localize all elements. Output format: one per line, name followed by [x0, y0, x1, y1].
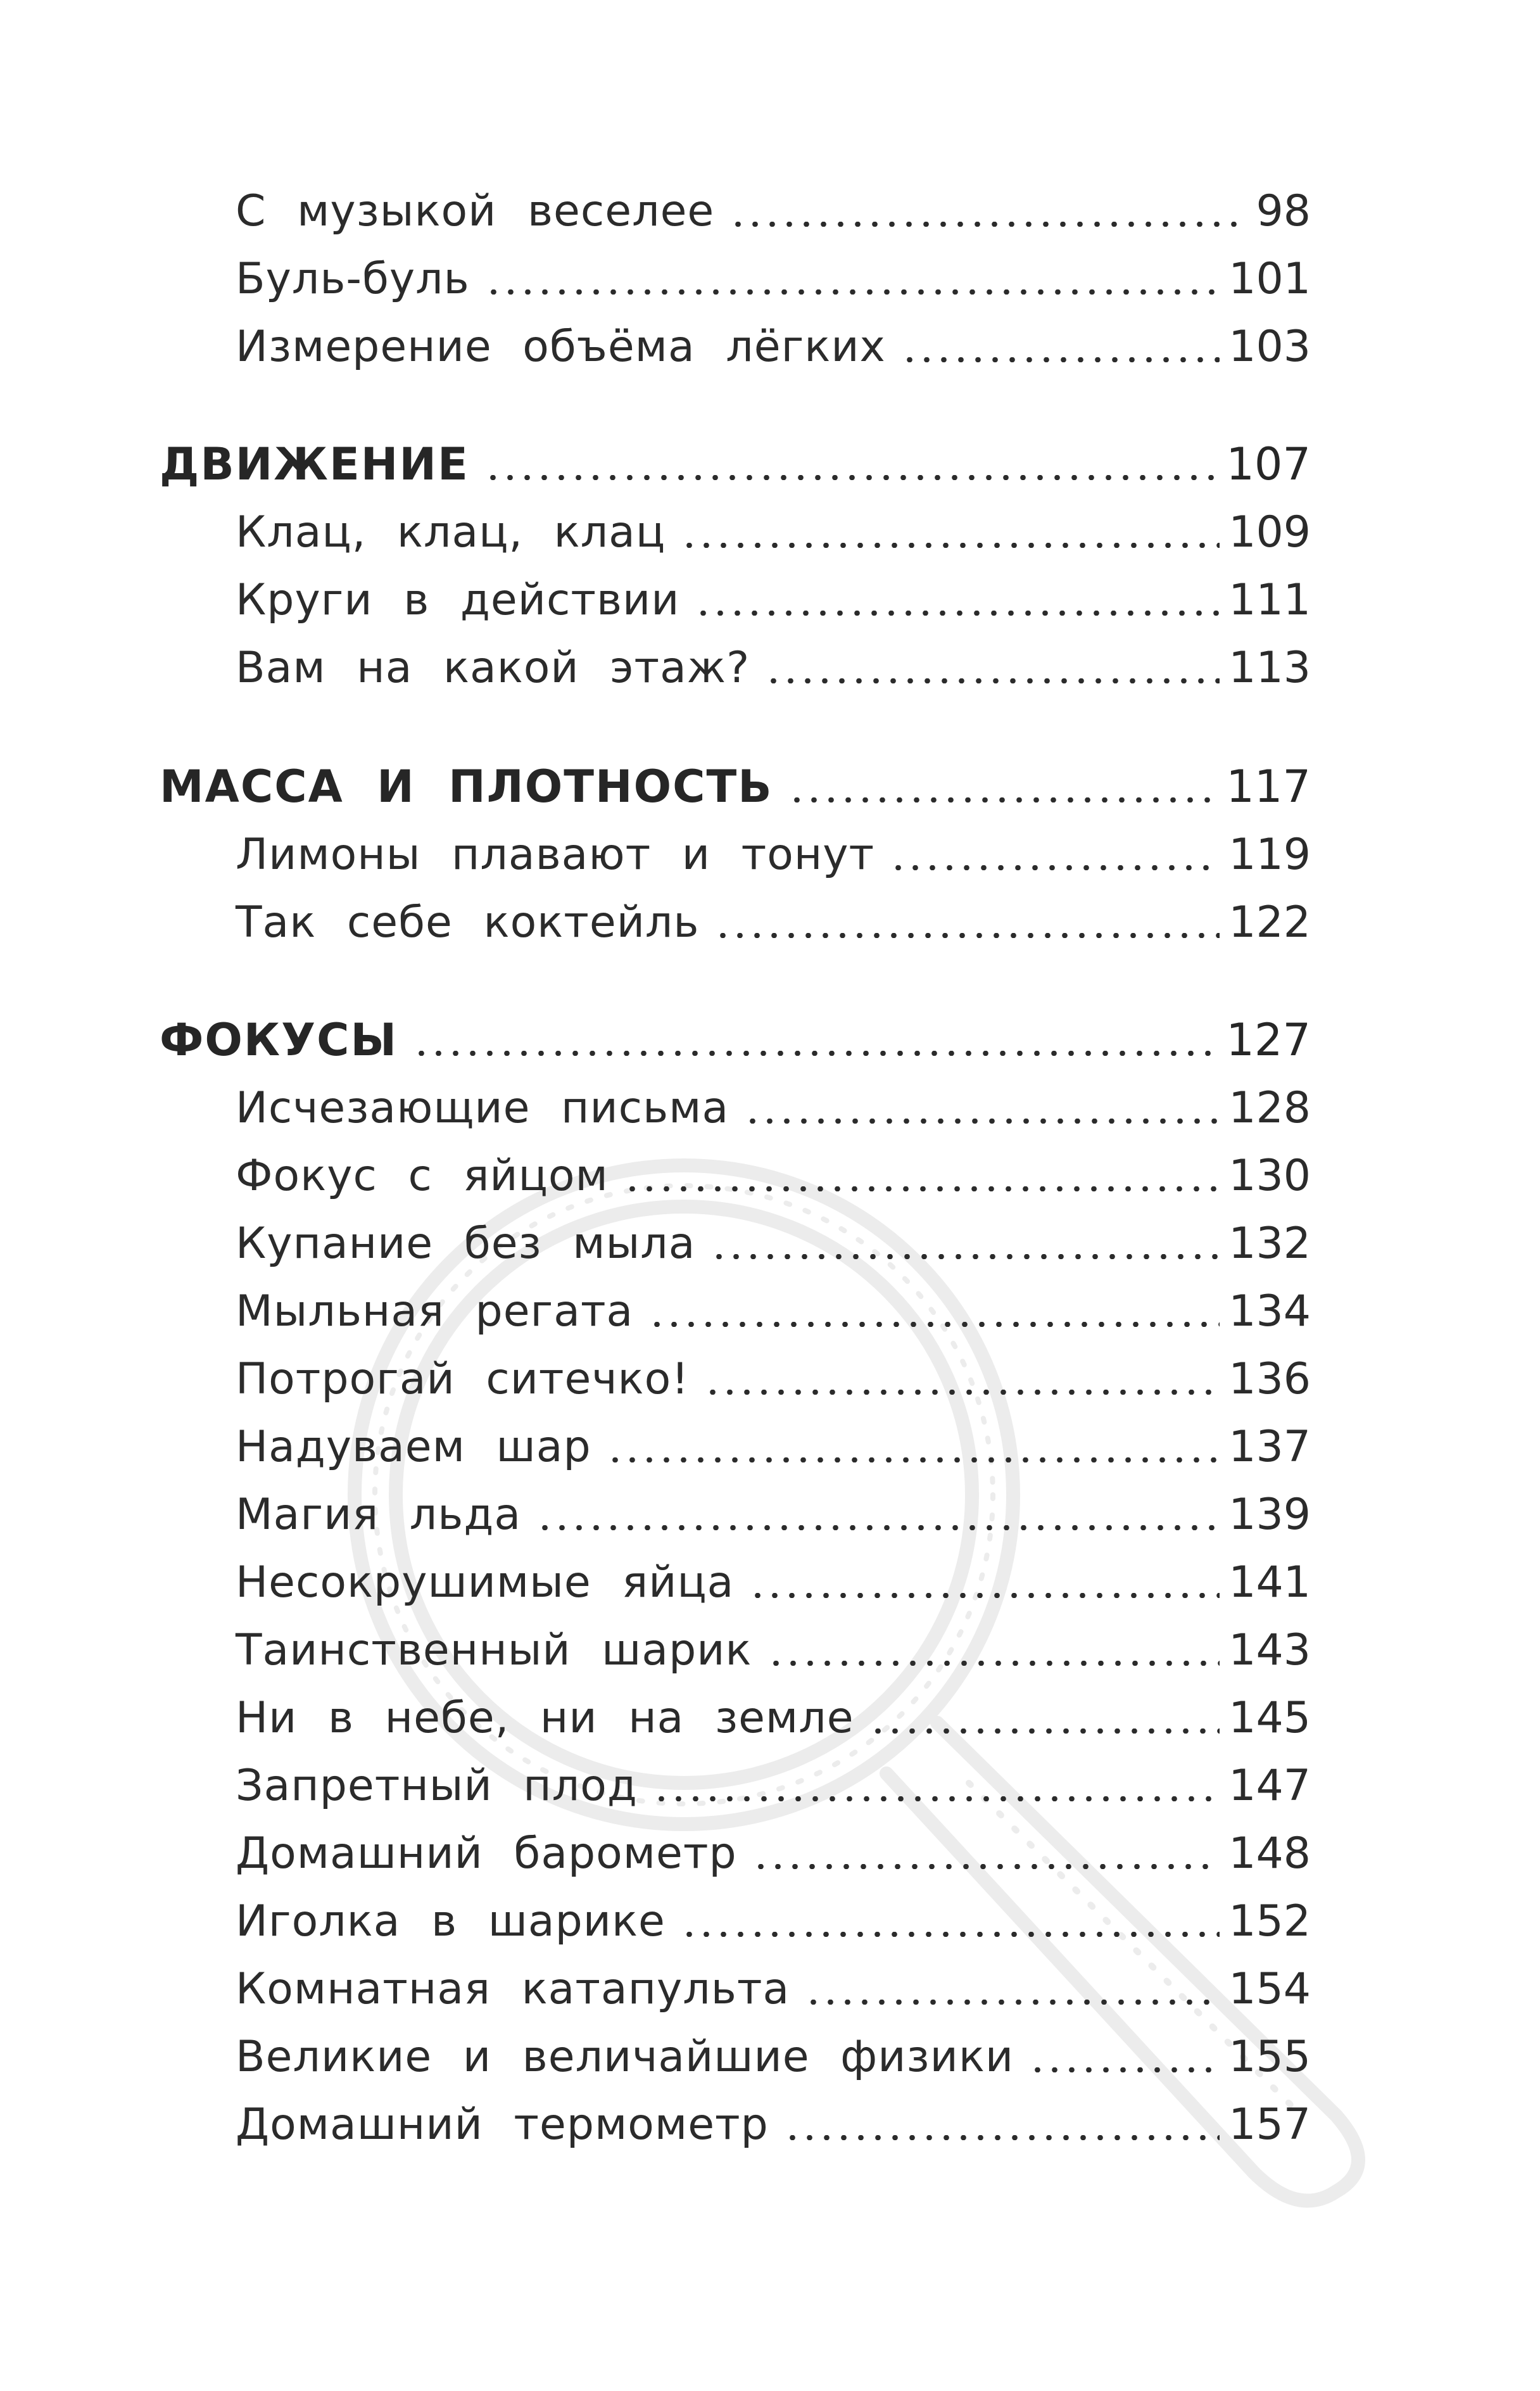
dot-leader — [624, 1186, 1220, 1191]
toc-entry-title: Домашний барометр — [236, 1829, 737, 1879]
toc-entry-page: 113 — [1228, 643, 1311, 693]
toc-entry-page: 128 — [1228, 1083, 1311, 1133]
toc-entry-page: 143 — [1228, 1625, 1311, 1675]
toc-entry-title: Великие и величайшие физики — [236, 2032, 1014, 2082]
toc-entry[interactable] — [236, 1265, 1311, 1336]
toc-entry-title: Клац, клац, клац — [236, 507, 666, 557]
dot-leader — [536, 1525, 1220, 1530]
toc-entry-title: Мыльная регата — [236, 1286, 634, 1336]
toc-entry-page: 111 — [1228, 575, 1311, 625]
toc-entry-page: 155 — [1228, 2032, 1311, 2082]
dot-leader — [729, 222, 1247, 227]
toc-entry-page: 136 — [1228, 1354, 1311, 1404]
dot-leader — [805, 2000, 1220, 2005]
toc-entry-title: Ни в небе, ни на земле — [236, 1693, 854, 1743]
toc-section-heading[interactable] — [160, 994, 1311, 1066]
toc-entry[interactable] — [236, 876, 1311, 948]
dot-leader — [749, 1593, 1220, 1598]
toc-entry-title: Так себе коктейль — [236, 897, 700, 948]
toc-entry-title: Домашний термометр — [236, 2100, 769, 2150]
toc-entry-title: Запретный плод — [236, 1761, 638, 1811]
toc-entry[interactable] — [236, 1536, 1311, 1608]
toc-entry-title: Измерение объёма лёгких — [236, 322, 886, 372]
dot-leader — [485, 289, 1220, 295]
toc-entry[interactable] — [236, 1197, 1311, 1269]
dot-leader — [901, 357, 1220, 362]
toc-section-heading[interactable] — [160, 740, 1311, 813]
toc-entry-page: 130 — [1228, 1151, 1311, 1201]
dot-leader — [710, 1254, 1220, 1259]
toc-entry[interactable] — [236, 1400, 1311, 1472]
toc-section-page: 117 — [1226, 761, 1311, 813]
dot-leader — [714, 933, 1220, 938]
toc-entry[interactable] — [236, 2078, 1311, 2150]
toc-entry[interactable] — [236, 232, 1311, 304]
dot-leader — [1029, 2067, 1220, 2072]
dot-leader — [484, 475, 1218, 480]
dot-leader — [784, 2135, 1220, 2140]
toc-section-page: 107 — [1226, 438, 1311, 490]
toc-entry-title: Фокус с яйцом — [236, 1151, 609, 1201]
toc-entry[interactable] — [236, 621, 1311, 693]
toc-entry[interactable] — [236, 486, 1311, 557]
toc-entry[interactable] — [236, 1468, 1311, 1540]
toc-entry-title: Комнатная катапульта — [236, 1964, 790, 2014]
toc-entry-page: 141 — [1228, 1557, 1311, 1608]
toc-entry-title: Купание без мыла — [236, 1219, 696, 1269]
dot-leader — [788, 797, 1218, 802]
toc-entry-title: Потрогай ситечко! — [236, 1354, 690, 1404]
toc-entry-page: 154 — [1228, 1964, 1311, 2014]
toc-entry-page: 157 — [1228, 2100, 1311, 2150]
toc-entry-page: 145 — [1228, 1693, 1311, 1743]
toc-entry-page: 132 — [1228, 1219, 1311, 1269]
toc-entry-title: Исчезающие письма — [236, 1083, 729, 1133]
toc-entry-title: Надуваем шар — [236, 1422, 591, 1472]
toc-entry-page: 137 — [1228, 1422, 1311, 1472]
toc-entry[interactable] — [236, 808, 1311, 880]
toc-entry[interactable] — [236, 1739, 1311, 1811]
toc-entry[interactable] — [236, 1333, 1311, 1404]
dot-leader — [695, 611, 1220, 616]
dot-leader — [890, 865, 1220, 870]
toc-entry-page: 103 — [1228, 322, 1311, 372]
toc-entry-page: 109 — [1228, 507, 1311, 557]
toc-entry-page: 119 — [1228, 830, 1311, 880]
toc-section-title: МАССА И ПЛОТНОСТЬ — [160, 761, 773, 813]
toc-entry-page: 122 — [1228, 897, 1311, 948]
toc-entry[interactable] — [236, 1875, 1311, 1946]
toc-entry-title: Таинственный шарик — [236, 1625, 752, 1675]
toc-entry[interactable] — [236, 1807, 1311, 1879]
toc-entry-title: Буль-буль — [236, 254, 470, 304]
toc-section-page: 127 — [1226, 1014, 1311, 1066]
dot-leader — [704, 1390, 1220, 1395]
dot-leader — [681, 1932, 1220, 1937]
dot-leader — [653, 1796, 1220, 1801]
toc-entry-title: Иголка в шарике — [236, 1896, 666, 1946]
toc-entry[interactable] — [236, 165, 1311, 236]
toc-entry-title: Лимоны плавают и тонут — [236, 830, 875, 880]
dot-leader — [767, 1661, 1220, 1666]
dot-leader — [648, 1322, 1220, 1327]
dot-leader — [413, 1051, 1217, 1056]
toc-entry-page: 139 — [1228, 1490, 1311, 1540]
toc-entry[interactable] — [236, 1129, 1311, 1201]
toc-section-title: ДВИЖЕНИЕ — [160, 438, 469, 490]
toc-entry-page: 101 — [1228, 254, 1311, 304]
toc-entry-page: 147 — [1228, 1761, 1311, 1811]
dot-leader — [681, 543, 1220, 548]
toc-entry-title: С музыкой веселее — [236, 186, 715, 236]
toc-entry-page: 148 — [1228, 1829, 1311, 1879]
dot-leader — [607, 1457, 1220, 1462]
toc-entry-title: Несокрушимые яйца — [236, 1557, 735, 1608]
toc-entry-title: Магия льда — [236, 1490, 522, 1540]
dot-leader — [869, 1728, 1220, 1734]
toc-entry[interactable] — [236, 1671, 1311, 1743]
toc-entry-page: 98 — [1256, 186, 1311, 236]
dot-leader — [765, 678, 1220, 683]
toc-entry-page: 152 — [1228, 1896, 1311, 1946]
toc-entry[interactable] — [236, 300, 1311, 372]
toc-section-heading[interactable] — [160, 418, 1311, 490]
toc-section-title: ФОКУСЫ — [160, 1014, 398, 1066]
toc-entry[interactable] — [236, 2010, 1311, 2082]
toc-entry[interactable] — [236, 1943, 1311, 2014]
toc-entry-title: Вам на какой этаж? — [236, 643, 750, 693]
toc-entry-title: Круги в действии — [236, 575, 680, 625]
toc-entry-page: 134 — [1228, 1286, 1311, 1336]
toc-entry[interactable] — [236, 554, 1311, 625]
toc-entry[interactable] — [236, 1062, 1311, 1133]
toc-entry[interactable] — [236, 1604, 1311, 1675]
dot-leader — [752, 1864, 1220, 1869]
dot-leader — [744, 1119, 1220, 1124]
